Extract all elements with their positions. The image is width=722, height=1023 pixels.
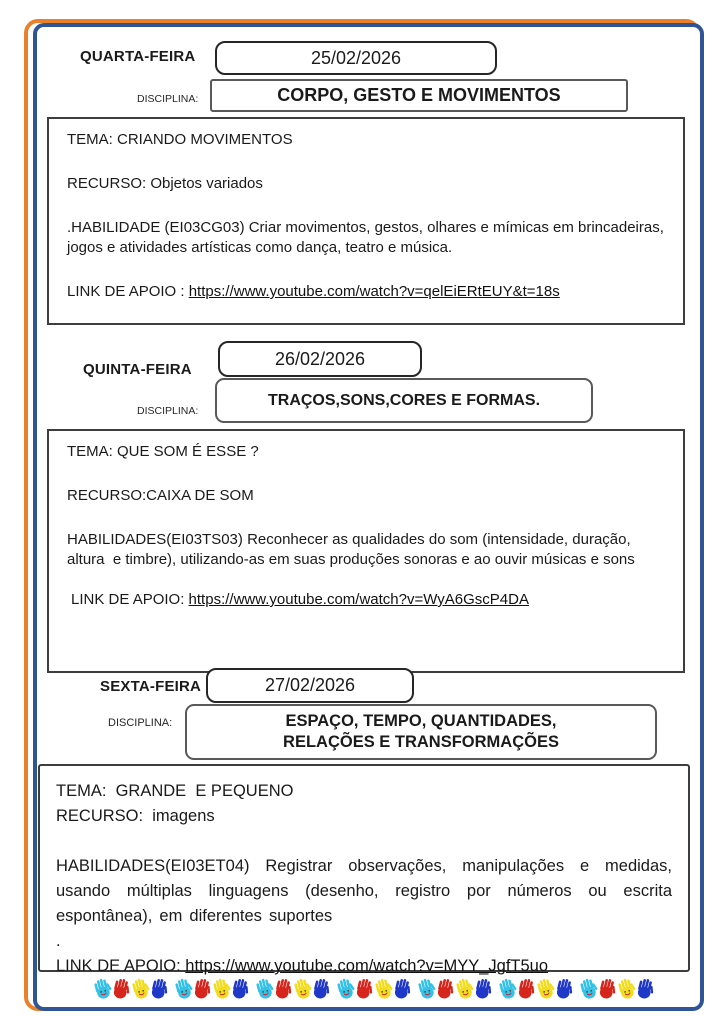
handprint-icon bbox=[471, 974, 495, 1002]
handprint-row bbox=[93, 976, 660, 1000]
link-label: LINK DE APOIO : bbox=[67, 283, 189, 300]
recurso-text: RECURSO: Objetos variados bbox=[67, 175, 263, 192]
support-link[interactable]: https://www.youtube.com/watch?v=WyA6GscP4DA bbox=[188, 591, 529, 608]
discipline-name-line2: RELAÇÕES E TRANSFORMAÇÕES bbox=[283, 733, 559, 751]
discipline-box-quarta bbox=[210, 79, 628, 112]
date-box-sexta bbox=[206, 668, 414, 703]
day-label-quarta: QUARTA-FEIRA bbox=[80, 48, 196, 65]
support-link[interactable]: https://www.youtube.com/watch?v=MYY_JgfT5uo bbox=[185, 957, 549, 975]
handprint-icon bbox=[309, 974, 333, 1002]
handprint-icon bbox=[147, 974, 171, 1002]
tema-text: TEMA: QUE SOM É ESSE ? bbox=[67, 443, 259, 460]
date-value: 25/02/2026 bbox=[310, 47, 402, 68]
date-value: 26/02/2026 bbox=[274, 348, 366, 369]
handprint-icon bbox=[552, 974, 576, 1002]
handprint-icon bbox=[390, 974, 414, 1002]
recurso-text: RECURSO: imagens bbox=[56, 807, 215, 825]
day-label-quinta: QUINTA-FEIRA bbox=[83, 361, 192, 378]
link-label: LINK DE APOIO: bbox=[71, 591, 189, 608]
tema-text: TEMA: GRANDE E PEQUENO bbox=[56, 782, 294, 800]
handprint-icon bbox=[228, 974, 252, 1002]
day-label-sexta: SEXTA-FEIRA bbox=[100, 678, 202, 695]
habilidade-text: HABILIDADES(EI03TS03) Reconhecer as qualidades do som (intensidade, duração, altura e timbre), utilizando-as em suas produções sonoras e ao ouvir músicas e sons bbox=[67, 531, 635, 568]
handprint-icon bbox=[633, 974, 657, 1002]
discipline-box-sexta bbox=[185, 704, 657, 760]
link-line bbox=[67, 282, 665, 302]
discipline-name-line1: ESPAÇO, TEMPO, QUANTIDADES, bbox=[285, 712, 557, 730]
content-box-quinta bbox=[47, 429, 685, 673]
discipline-box-quinta bbox=[215, 378, 593, 423]
discipline-name: CORPO, GESTO E MOVIMENTOS bbox=[277, 85, 561, 105]
discipline-name: TRAÇOS,SONS,CORES E FORMAS. bbox=[267, 391, 541, 409]
disciplina-label: DISCIPLINA: bbox=[137, 93, 199, 105]
dot-line: . bbox=[56, 932, 61, 950]
support-link[interactable]: https://www.youtube.com/watch?v=qelEiERtEUY&t=18s bbox=[188, 283, 560, 300]
disciplina-label: DISCIPLINA: bbox=[108, 717, 173, 729]
date-box-quarta bbox=[215, 41, 497, 75]
date-box-quinta bbox=[218, 341, 422, 377]
habilidade-text: HABILIDADES(EI03ET04) Registrar observações, manipulações e medidas, usando múltiplas linguagens (desenho, registro por números ou escrita espontânea), em diferentes suportes bbox=[56, 857, 672, 925]
content-box-quarta bbox=[47, 117, 685, 325]
tema-text: TEMA: CRIANDO MOVIMENTOS bbox=[67, 131, 293, 148]
link-line bbox=[67, 590, 665, 610]
link-label: LINK DE APOIO: bbox=[56, 957, 186, 975]
content-box-sexta bbox=[38, 764, 690, 975]
habilidade-text: .HABILIDADE (EI03CG03) Criar movimentos, gestos, olhares e mímicas em brincadeiras, jogos e atividades artísticas como dança, teatro e música. bbox=[67, 219, 664, 256]
disciplina-label: DISCIPLINA: bbox=[137, 405, 199, 417]
recurso-text: RECURSO:CAIXA DE SOM bbox=[67, 487, 254, 504]
date-value: 27/02/2026 bbox=[264, 675, 356, 695]
